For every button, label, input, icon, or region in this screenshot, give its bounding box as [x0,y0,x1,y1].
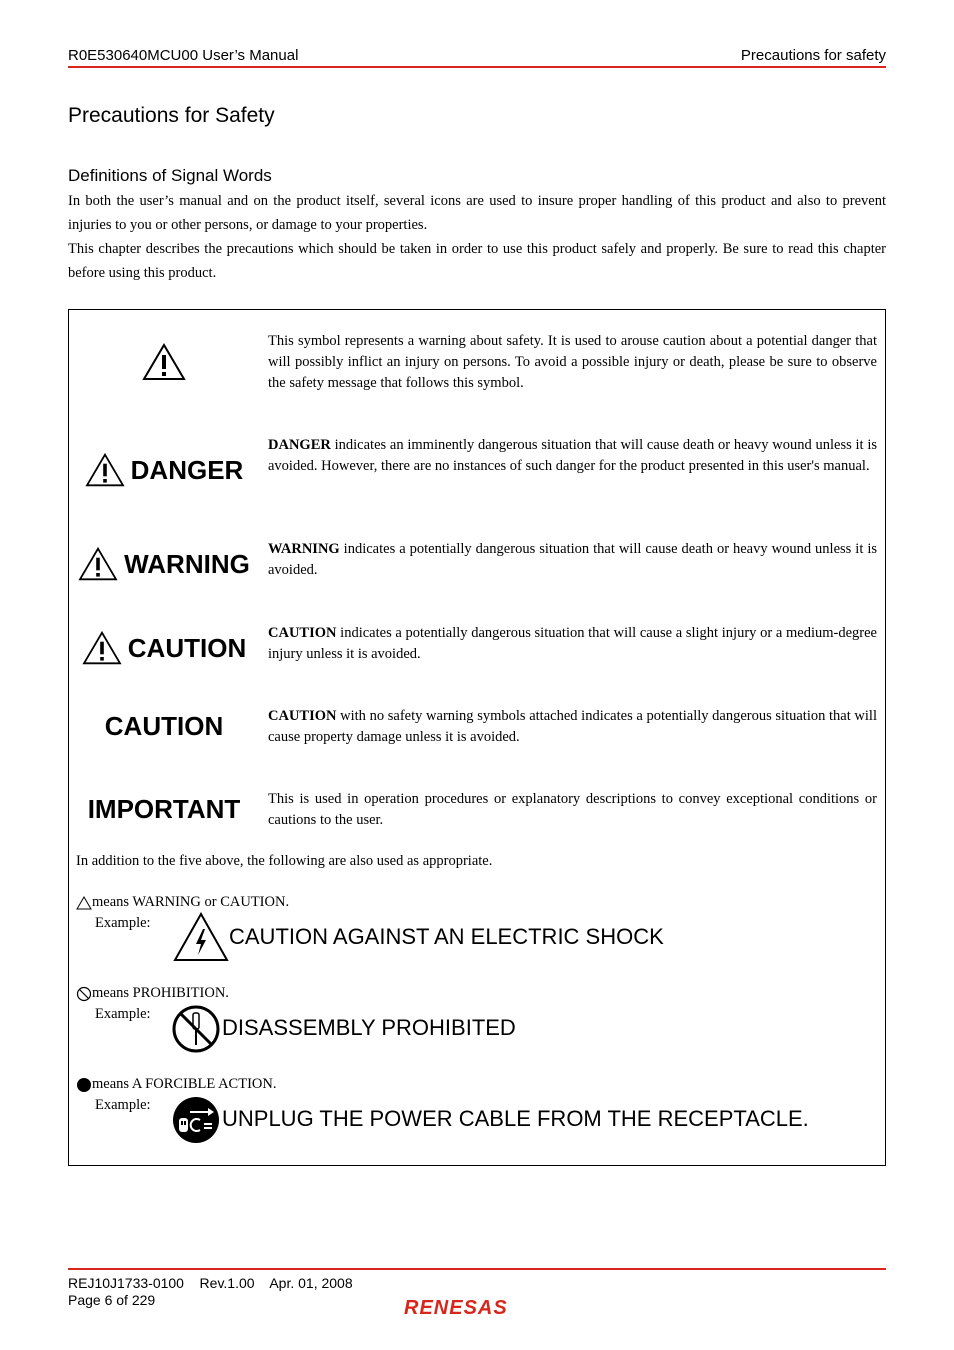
prohibition-circle-icon [76,986,92,1002]
safety-symbol-cell [69,340,259,384]
caution-label-cell [69,626,259,670]
important-label-cell [69,787,259,831]
warning-keyword: WARNING [268,541,340,557]
caution-description-text: indicates a potentially dangerous situation that will cause a slight injury or a medium-degree injury unless it is avoided. [268,625,877,662]
caution-plain-description-text: with no safety warning symbols attached indicates a potentially dangerous situation that will cause property damage unless it is avoided. [268,708,877,745]
unplug-icon [172,1096,220,1149]
example-text: UNPLUG THE POWER CABLE FROM THE RECEPTACLE. [222,1106,809,1131]
example-text: DISASSEMBLY PROHIBITED [222,1015,516,1040]
danger-keyword: DANGER [268,437,331,453]
intro-paragraph-2: This chapter describes the precautions which should be taken in order to use this product safely and properly. Be sure to read this chapter before using this product. [68,241,886,281]
danger-description-text: indicates an imminently dangerous situation that will cause death or heavy wound unless it is avoided. However, there are no instances of such danger for the product presented in this user's manual. [268,437,877,474]
danger-description [268,435,877,477]
example-text: CAUTION AGAINST AN ELECTRIC SHOCK [229,924,664,949]
footer-doc-number: REJ10J1733-0100 [68,1275,184,1291]
caution-plain-label: CAUTION [104,710,224,741]
symbol-meaning-forcible-action [76,1076,276,1093]
caution-plain-label-cell [69,704,259,748]
warning-description-text: indicates a potentially dangerous situation that will cause death or heavy wound unless it is avoided. [268,541,877,578]
page-title: Precautions for Safety [68,104,275,127]
warning-triangle-icon [85,452,125,488]
danger-label-cell [69,448,259,492]
warning-triangle-icon [82,630,122,666]
caution-label: CAUTION [127,632,247,663]
electric-shock-icon [173,912,229,967]
caution-description [268,623,877,665]
symbol-meaning-text: means WARNING or CAUTION. [92,894,290,910]
svg-text:RENESAS: RENESAS [404,1297,508,1319]
symbol-meaning-warning [76,894,289,911]
renesas-logo [402,1294,552,1325]
caution-keyword: CAUTION [268,625,337,641]
footer-doc-info [68,1275,353,1291]
example-label: Example: [95,915,151,931]
warning-label-cell [69,542,259,586]
intro-paragraph-1: In both the user’s manual and on the product itself, several icons are used to insure proper handling of this product and also to prevent injuries to you or other persons, or damage to your properties. [68,193,886,233]
example-label: Example: [95,1006,151,1022]
example-label: Example: [95,1097,151,1113]
important-label: IMPORTANT [87,793,241,824]
warning-description [268,539,877,581]
warning-triangle-icon [142,342,186,382]
triangle-outline-icon [76,896,92,910]
header-manual-title: R0E530640MCU00 User’s Manual [68,47,299,64]
caution-plain-keyword: CAUTION [268,708,337,724]
header-rule [68,66,886,68]
footer-date: Apr. 01, 2008 [269,1275,353,1291]
warning-triangle-icon [78,546,118,582]
danger-label: DANGER [130,454,244,485]
symbol-meaning-text: means A FORCIBLE ACTION. [92,1076,277,1092]
warning-label: WARNING [124,548,250,579]
intro-text [68,189,886,285]
filled-circle-icon [76,1077,92,1093]
safety-symbol-description: This symbol represents a warning about safety. It is used to arouse caution about a potential danger that will possibly inflict an injury on persons. To avoid a possible injury or death, please be sure to observe the safety message that follows this symbol. [268,333,877,391]
symbol-meaning-prohibition [76,985,229,1002]
section-title: Definitions of Signal Words [68,166,272,185]
important-description: This is used in operation procedures or explanatory descriptions to convey exceptional conditions or cautions to the user. [268,791,877,828]
disassembly-prohibited-icon [172,1005,220,1058]
footer-page: Page 6 of 229 [68,1292,156,1308]
additional-note: In addition to the five above, the following are also used as appropriate. [76,853,493,869]
symbol-meaning-text: means PROHIBITION. [92,985,229,1001]
caution-plain-description [268,706,877,748]
footer-rule [68,1268,886,1270]
footer-revision: Rev.1.00 [199,1275,255,1291]
header-section-name: Precautions for safety [740,47,886,64]
